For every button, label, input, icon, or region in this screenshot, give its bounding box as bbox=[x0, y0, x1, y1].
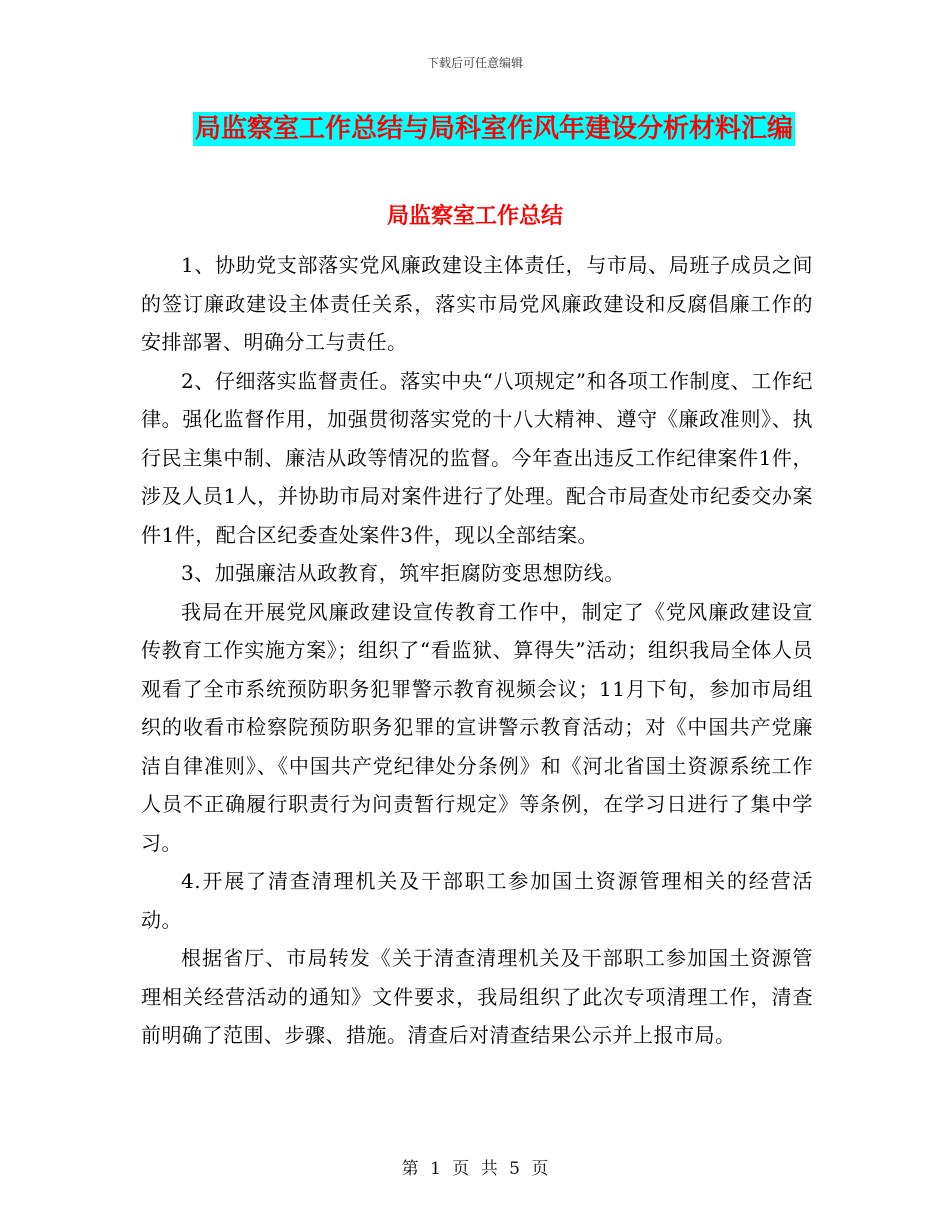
footer-page-suffix: 页 bbox=[531, 1159, 549, 1179]
paragraph-4: 我局在开展党风廉政建设宣传教育工作中，制定了《党风廉政建设宣传教育工作实施方案》；组织了“看监狱、算得失”活动；组织我局全体人员观看了全市系统预防职务犯罪警示教育视频会议；11月下旬，参加市局组织的收看市检察院预防职务犯罪的宣讲警示教育活动；对《中国共产党廉洁自律准则》、《中国共产党纪律处分条例》和《河北省国土资源系统工作人员不正确履行职责行为问责暂行规定》等条例，在学习日进行了集中学习。 bbox=[141, 599, 813, 855]
paragraph-5: 4.开展了清查清理机关及干部职工参加国土资源管理相关的经营活动。 bbox=[141, 869, 813, 932]
page-footer bbox=[0, 1154, 950, 1179]
paragraph-3: 3、加强廉洁从政教育，筑牢拒腐防变思想防线。 bbox=[181, 561, 625, 585]
footer-page-current: 1 bbox=[430, 1159, 441, 1179]
document-title: 局监察室工作总结与局科室作风年建设分析材料汇编 bbox=[195, 114, 794, 144]
section-title: 局监察室工作总结 bbox=[386, 204, 563, 229]
header-note: 下载后可任意编辑 bbox=[426, 56, 523, 70]
paragraph-1: 1、协助党支部落实党风廉政建设主体责任，与市局、局班子成员之间的签订廉政建设主体责任关系，落实市局党风廉政建设和反腐倡廉工作的安排部署、明确分工与责任。 bbox=[141, 253, 813, 354]
document-title-wrap bbox=[193, 112, 803, 148]
document-body bbox=[141, 246, 813, 1055]
paragraph-6: 根据省厅、市局转发《关于清查清理机关及干部职工参加国土资源管理相关经营活动的通知》文件要求，我局组织了此次专项清理工作，清查前明确了范围、步骤、措施。清查后对清查结果公示并上报市局。 bbox=[141, 946, 813, 1047]
footer-page-mid: 页 bbox=[452, 1159, 470, 1179]
footer-page-total-prefix: 共 bbox=[480, 1159, 498, 1179]
footer-page-prefix: 第 bbox=[401, 1159, 419, 1179]
footer-page-total: 5 bbox=[509, 1159, 520, 1179]
paragraph-2: 2、仔细落实监督责任。落实中央“八项规定”和各项工作制度、工作纪律。强化监督作用，加强贯彻落实党的十八大精神、遵守《廉政准则》、执行民主集中制、廉洁从政等情况的监督。今年查出违反工作纪律案件1件，涉及人员1人，并协助市局对案件进行了处理。配合市局查处市纪委交办案件1件，配合区纪委查处案件3件，现以全部结案。 bbox=[141, 368, 813, 547]
